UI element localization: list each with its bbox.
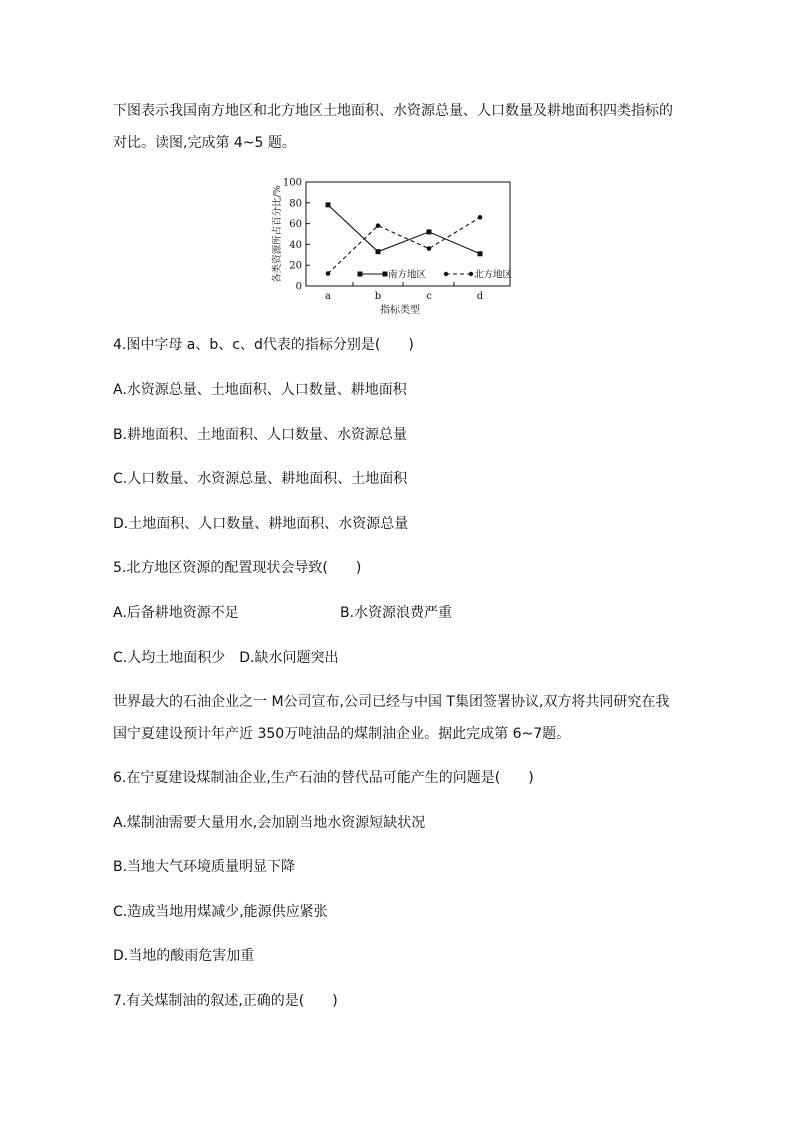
y-tick-label: 40 (289, 239, 302, 251)
q4-option-b: B.耕地面积、土地面积、人口数量、水资源总量 (113, 427, 408, 443)
legend-marker (358, 272, 363, 277)
q7-stem: 7.有关煤制油的叙述,正确的是( ) (113, 993, 338, 1009)
q6-option-b: B.当地大气环境质量明显下降 (113, 859, 296, 875)
data-point-square (427, 229, 432, 234)
q6-stem: 6.在宁夏建设煤制油企业,生产石油的替代品可能产生的问题是( ) (113, 770, 534, 786)
legend-label: 南方地区 (388, 269, 427, 281)
data-point-circle (376, 223, 381, 228)
y-tick-label: 60 (289, 219, 302, 231)
y-tick-label: 20 (289, 260, 302, 272)
intro-line-1: 下图表示我国南方地区和北方地区土地面积、水资源总量、人口数量及耕地面积四类指标的 (113, 103, 673, 119)
line-chart (268, 172, 528, 317)
q4-option-a: A.水资源总量、土地面积、人口数量、耕地面积 (113, 382, 407, 398)
y-tick-label: 0 (295, 281, 302, 293)
x-tick-label: b (374, 291, 382, 302)
data-point-square (376, 249, 381, 254)
y-tick-label: 80 (289, 198, 302, 210)
intro2-line-1: 世界最大的石油企业之一 M公司宣布,公司已经与中国 T集团签署协议,双方将共同研究在我 (113, 694, 670, 710)
intro2-line-2: 国宁夏建设预计年产近 350万吨油品的煤制油企业。据此完成第 6~7题。 (113, 726, 571, 742)
q6-option-d: D.当地的酸雨危害加重 (113, 948, 255, 964)
x-tick-label: c (426, 291, 432, 302)
y-axis-label: 各类资源所占百分比/% (272, 185, 283, 283)
x-axis-label: 指标类型 (380, 305, 420, 316)
data-point-square (326, 202, 331, 207)
q4-option-c: C.人口数量、水资源总量、耕地面积、土地面积 (113, 471, 408, 487)
data-point-circle (326, 271, 331, 276)
intro-line-2: 对比。读图,完成第 4~5 题。 (113, 135, 296, 151)
x-tick-label: a (325, 291, 331, 302)
q5-option-a: A.后备耕地资源不足 (113, 605, 239, 621)
legend-marker (444, 272, 448, 276)
q4-stem: 4.图中字母 a、b、c、d代表的指标分别是( ) (113, 337, 414, 353)
legend-marker (469, 272, 473, 276)
q5-stem: 5.北方地区资源的配置现状会导致( ) (113, 560, 362, 576)
series-line-1 (328, 205, 480, 254)
legend-marker (383, 272, 388, 277)
q5-option-cd: C.人均土地面积少 D.缺水问题突出 (113, 650, 339, 666)
q6-option-a: A.煤制油需要大量用水,会加剧当地水资源短缺状况 (113, 815, 426, 831)
data-point-circle (427, 246, 432, 251)
y-tick-label: 100 (282, 177, 302, 189)
data-point-square (478, 251, 483, 256)
x-tick-label: d (476, 291, 484, 302)
q4-option-d: D.土地面积、人口数量、耕地面积、水资源总量 (113, 516, 409, 532)
legend-label: 北方地区 (474, 269, 513, 281)
chart-svg (268, 172, 528, 317)
q6-option-c: C.造成当地用煤减少,能源供应紧张 (113, 904, 328, 920)
data-point-circle (478, 215, 483, 220)
q5-option-b: B.水资源浪费严重 (340, 605, 453, 621)
